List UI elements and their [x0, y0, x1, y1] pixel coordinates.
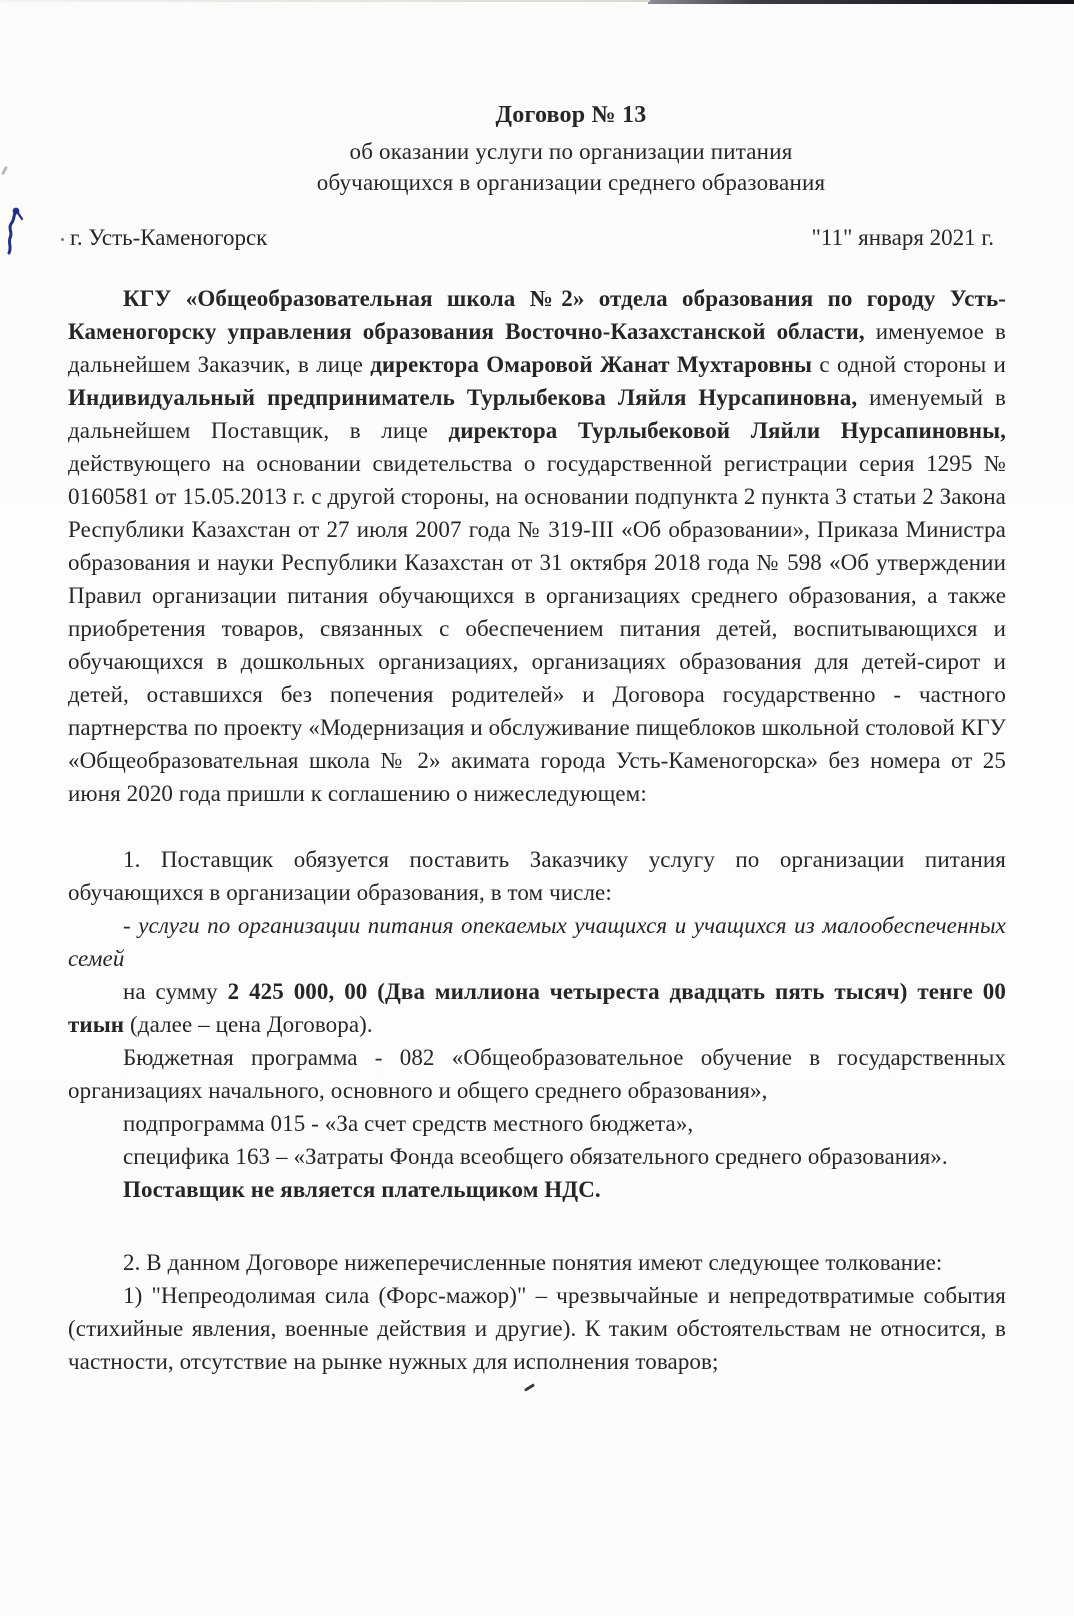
text-run-bold: Индивидуальный предприниматель Турлыбекова Ляйля Нурсапиновна,	[68, 385, 858, 410]
text-run: действующего на основании свидетельства о государственной регистрации серия 1295 № 0160581 от 15.05.2013 г. с другой стороны, на основании подпункта 2 пункта 3 статьи 2 Закона Республики Казахстан от 27 июля 2007 года № 319-III «Об образовании», Приказа Министра образования и науки Республики Казахстан от 31 октября 2018 года № 598 «Об утверждении Правил организации питания обучающихся в организациях среднего образования, а также приобретения товаров, связанных с обеспечением питания детей, воспитывающихся и обучающихся в дошкольных организациях, организациях образования для детей-сирот и детей, оставшихся без попечения родителей» и Договора государственно - частного партнерства по проекту «Модернизация и обслуживание пищеблоков школьной столовой КГУ «Общеобразовательная школа № 2» акимата города Усть-Каменогорска» без номера от 25 июня 2020 года пришли к соглашению о нижеследующем:	[68, 451, 1006, 806]
document-subtitle-line1: об оказании услуги по организации питания	[349, 139, 793, 164]
text-run-bold: директора Турлыбековой Ляйли Нурсапиновны,	[448, 418, 1006, 443]
paragraph-subprogram: подпрограмма 015 - «За счет средств местного бюджета»,	[123, 1111, 694, 1136]
paragraph-clause-2: 2. В данном Договоре нижеперечисленные понятия имеют следующее толкование:	[123, 1250, 943, 1275]
text-run: на сумму	[123, 979, 228, 1004]
paragraph-force-majeure: 1) "Непреодолимая сила (Форс-мажор)" – чрезвычайные и непредотвратимые события (стихийные явления, военные действия и другие). К таким обстоятельствам не относится, в частности, отсутствие на рынке нужных для исполнения товаров;	[68, 1283, 1006, 1374]
text-run-bold: директора Омаровой Жанат Мухтаровны	[370, 352, 813, 377]
document-title: Договор № 13	[495, 102, 647, 128]
paragraph-budget-program: Бюджетная программа - 082 «Общеобразовательное обучение в государственных организациях начального, основного и общего среднего образования»,	[68, 1045, 1006, 1103]
text-run: именуемый в дальнейшем Поставщик, в лице	[68, 385, 1006, 443]
paragraph-preamble	[68, 282, 1006, 810]
document-body	[68, 282, 1006, 1378]
paragraph-contract-sum	[68, 975, 1006, 1041]
scan-edge-artifact-faint	[0, 0, 650, 2]
text-run: (далее – цена Договора).	[124, 1012, 373, 1037]
stray-pen-tick	[524, 1383, 535, 1391]
document-header	[68, 100, 1074, 198]
text-run-bold: 2 425 000, 00 (Два миллиона четыреста двадцать пять тысяч) тенге 00 тиын	[68, 979, 1006, 1037]
text-run-bold: КГУ «Общеобразовательная школа №2» отдела образования по городу Усть-Каменогорску управления образования Восточно-Казахстанской области,	[68, 286, 1006, 344]
scan-speck-dot	[61, 238, 64, 241]
text-run: именуемое в дальнейшем Заказчик, в лице	[68, 319, 1006, 377]
document-date: "11" января 2021 г.	[811, 225, 994, 250]
place-date-row	[70, 225, 994, 251]
paragraph-services-italic: - услуги по организации питания опекаемых учащихся и учащихся из малообеспеченных семей	[68, 913, 1006, 971]
scan-edge-artifact	[648, 0, 1074, 4]
document-subtitle-line2: обучающихся в организации среднего образования	[316, 170, 826, 195]
ink-scribble-mark	[0, 206, 30, 260]
text-run: с одной стороны и	[812, 352, 1006, 377]
paragraph-vat-note: Поставщик не является плательщиком НДС.	[123, 1177, 601, 1202]
scan-speck	[1, 166, 8, 175]
paragraph-clause-1: 1. Поставщик обязуется поставить Заказчику услугу по организации питания обучающихся в организации образования, в том числе:	[68, 847, 1006, 905]
document-place: г. Усть-Каменогорск	[70, 225, 268, 250]
paragraph-specifics: специфика 163 – «Затраты Фонда всеобщего обязательного среднего образования».	[123, 1144, 948, 1169]
